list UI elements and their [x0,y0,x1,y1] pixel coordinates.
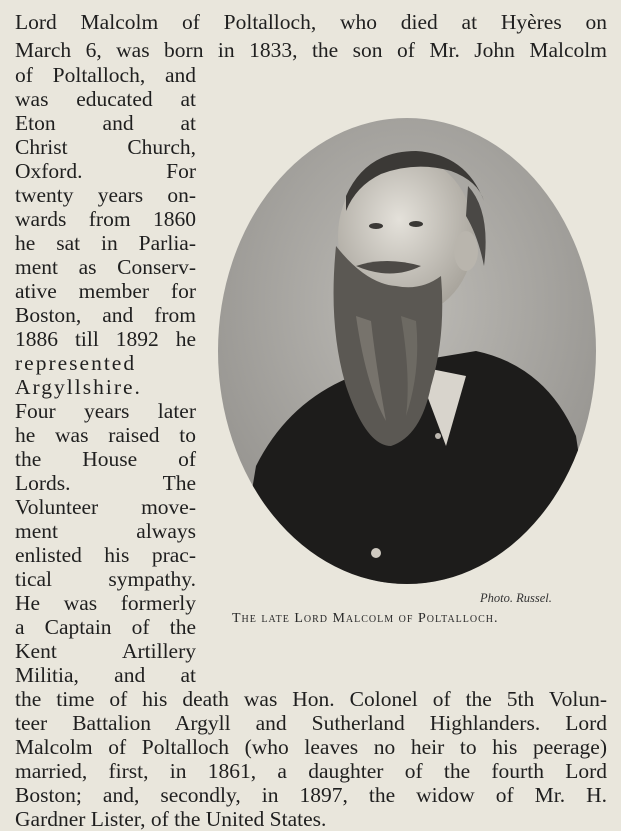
article-line: of Poltalloch, and [15,63,196,87]
article-line: he sat in Parlia- [15,231,196,255]
article-line: He was formerly [15,591,196,615]
article-line: the House of [15,447,196,471]
article-line: ment always [15,519,196,543]
article-line: Malcolm of Poltalloch (who leaves no heir to his peerage) [15,735,607,759]
article-line: Eton and at [15,111,196,135]
article-line: Boston; and, secondly, in 1897, the widow of Mr. H. [15,783,607,807]
article-line: March 6, was born in 1833, the son of Mr. John Malcolm [15,38,607,62]
article-line: twenty years on- [15,183,196,207]
article-line: married, first, in 1861, a daughter of the fourth Lord [15,759,607,783]
article-line: he was raised to [15,423,196,447]
article-line: the time of his death was Hon. Colonel of the 5th Volun- [15,687,607,711]
article-line: Christ Church, [15,135,196,159]
photo-credit: Photo. Russel. [480,591,552,605]
article-line: Lords. The [15,471,196,495]
article-line: was educated at [15,87,196,111]
article-line: tical sympathy. [15,567,196,591]
article-line: Oxford. For [15,159,196,183]
article-line: a Captain of the [15,615,196,639]
article-line: ative member for [15,279,196,303]
article-line: Kent Artillery [15,639,196,663]
article-line: Lord Malcolm of Poltalloch, who died at Hyères on [15,10,607,34]
article-line: teer Battalion Argyll and Sutherland Highlanders. Lord [15,711,607,735]
article-line: 1886 till 1892 he [15,327,196,351]
article-line: Four years later [15,399,196,423]
article-line: wards from 1860 [15,207,196,231]
article-line: Boston, and from [15,303,196,327]
article-line: Argyllshire. [15,375,142,399]
article-line: represented [15,351,137,375]
article-line: Gardner Lister, of the United States. [15,807,327,831]
article-line: ment as Conserv- [15,255,196,279]
article-line: Militia, and at [15,663,196,687]
article-line: Volunteer move- [15,495,196,519]
portrait-photo [216,116,598,586]
article-line: enlisted his prac- [15,543,196,567]
photo-caption: The late Lord Malcolm of Poltalloch. [232,611,499,626]
